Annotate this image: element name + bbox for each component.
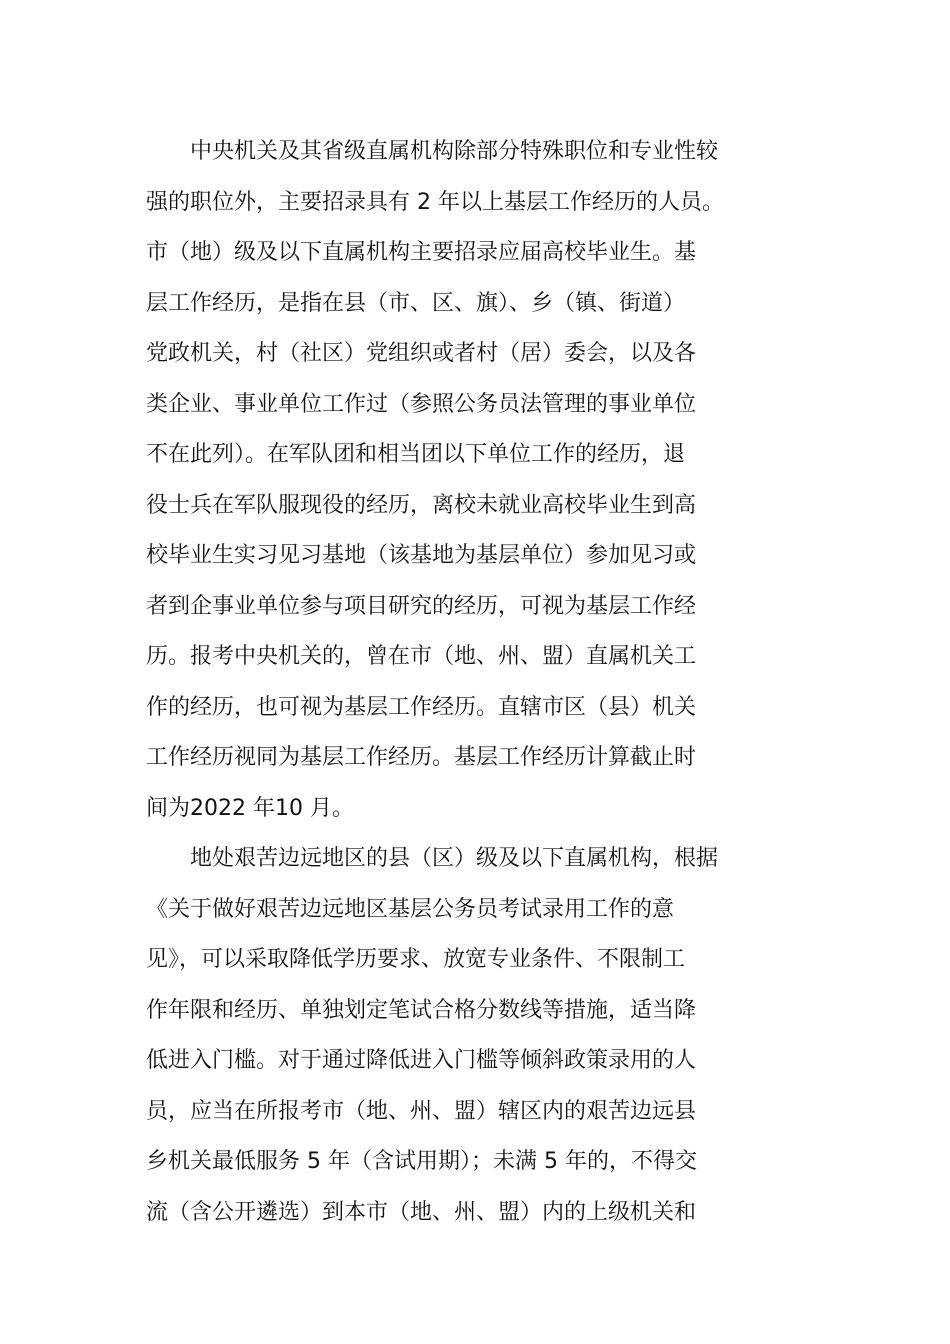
paragraph-line: 强的职位外，主要招录具有 2 年以上基层工作经历的人员。 [146,189,724,215]
paragraph-line: 校毕业生实习见习基地（该基地为基层单位）参加见习或 [146,543,697,568]
paragraph-line: 作年限和经历、单独划定笔试合格分数线等措施，适当降 [146,997,697,1023]
paragraph-line: 间为2022 年10 月。 [146,795,354,821]
paragraph-line: 党政机关，村（社区）党组织或者村（居）委会，以及各 [146,341,697,366]
paragraph-line: 低进入门槛。对于通过降低进入门槛等倾斜政策录用的人 [146,1048,697,1073]
paragraph-line: 不在此列）。在军队团和相当团以下单位工作的经历，退 [146,442,686,467]
paragraph-line: 员，应当在所报考市（地、州、盟）辖区内的艰苦边远县 [146,1098,697,1124]
paragraph-line: 类企业、事业单位工作过（参照公务员法管理的事业单位 [146,391,697,417]
paragraph-line: 见》，可以采取降低学历要求、放宽专业条件、不限制工 [146,947,686,972]
paragraph-line: 层工作经历，是指在县（市、区、旗）、乡（镇、街道） [146,290,686,316]
paragraph-line: 中央机关及其省级直属机构除部分特殊职位和专业性较 [190,139,719,164]
paragraph-2 [146,834,808,1238]
document-body [146,127,808,1238]
paragraph-line: 乡机关最低服务 5 年（含试用期）；未满 5 年的，不得交 [146,1149,697,1174]
paragraph-line: 作的经历，也可视为基层工作经历。直辖市区（县）机关 [146,694,697,720]
paragraph-line: 历。报考中央机关的，曾在市（地、州、盟）直属机关工 [146,644,697,669]
paragraph-line: 工作经历视同为基层工作经历。基层工作经历计算截止时 [146,745,697,770]
paragraph-line: 役士兵在军队服现役的经历，离校未就业高校毕业生到高 [146,492,697,518]
paragraph-line: 地处艰苦边远地区的县（区）级及以下直属机构，根据 [190,846,719,871]
paragraph-line: 流（含公开遴选）到本市（地、州、盟）内的上级机关和 [146,1199,697,1225]
paragraph-line: 者到企事业单位参与项目研究的经历，可视为基层工作经 [146,593,697,619]
paragraph-line: 《关于做好艰苦边远地区基层公务员考试录用工作的意 [146,896,675,922]
paragraph-line: 市（地）级及以下直属机构主要招录应届高校毕业生。基 [146,240,697,265]
paragraph-1 [146,127,808,834]
